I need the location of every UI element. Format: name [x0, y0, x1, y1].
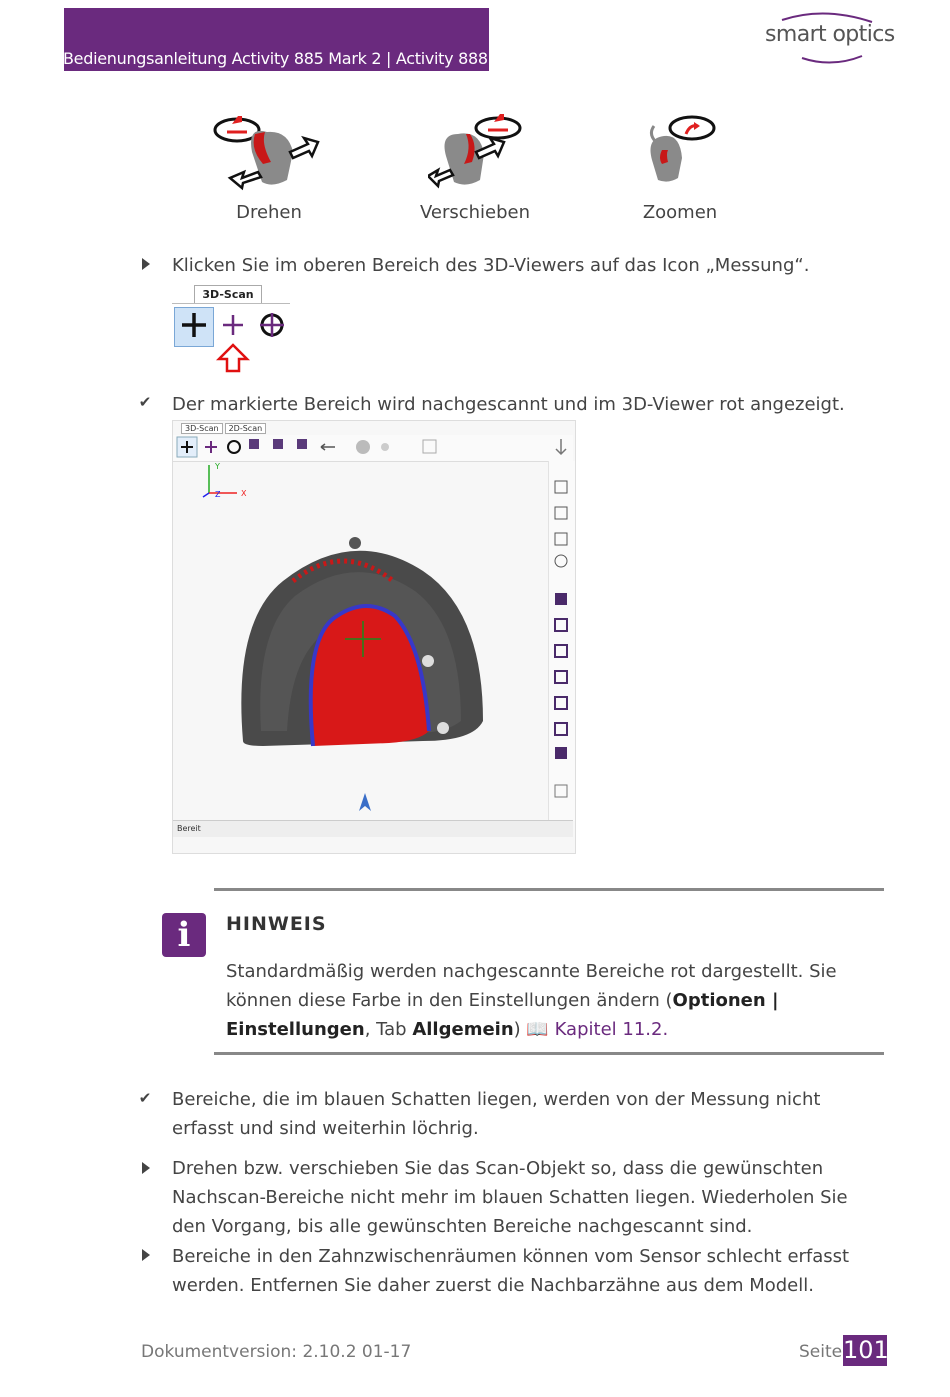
note-bold-tab: Allgemein [412, 1019, 514, 1040]
viewer-status-bar [173, 820, 573, 837]
step-text: Drehen bzw. verschieben Sie das Scan-Objekt so, dass die gewünschten Nachscan-Bereiche nicht mehr im blauen Schatten liegen. Wiederholen Sie den Vorgang, bis alle gewünschten Bereiche nachgescannt sind. [172, 1158, 848, 1237]
viewer-tabs [181, 423, 268, 435]
mouse-label-zoomen: Zoomen [642, 202, 718, 223]
step-text: Bereiche in den Zahnzwischenräumen können vom Sensor schlecht erfasst werden. Entfernen Sie daher zuerst die Nachbarzähne aus dem Modell. [172, 1246, 850, 1296]
document-version: Dokumentversion: 2.10.2 01-17 [141, 1342, 412, 1362]
page-label: Seite [799, 1342, 843, 1362]
chapter-link[interactable]: Kapitel 11.2. [554, 1019, 669, 1040]
mouse-label-drehen: Drehen [236, 202, 302, 223]
note-divider-bottom [214, 1052, 884, 1055]
axis-z-label: Z [215, 490, 221, 499]
step-text: Klicken Sie im oberen Bereich des 3D-Viewers auf das Icon „Messung“. [172, 255, 810, 276]
viewer-tab-3d: 3D-Scan [181, 423, 223, 434]
info-icon: i [162, 913, 206, 957]
mouse-label-verschieben: Verschieben [419, 202, 531, 223]
axis-x-label: X [241, 489, 247, 498]
3d-viewer-screenshot [172, 420, 576, 854]
step-triangle-icon [142, 258, 150, 270]
step-triangle-icon [142, 1162, 150, 1174]
viewer-tab-2d: 2D-Scan [225, 423, 267, 434]
toolbar-tab: 3D-Scan [194, 285, 262, 304]
logo-text: smart optics [765, 22, 895, 47]
page-number: 101 [843, 1336, 889, 1364]
axis-y-label: Y [215, 462, 220, 471]
header-title: Bedienungsanleitung Activity 885 Mark 2 | Activity 888 [63, 49, 488, 68]
mouse-right-click-icon [428, 112, 538, 192]
company-logo [762, 12, 895, 72]
toolbar-screenshot [172, 283, 292, 373]
book-icon: 📖 [526, 1019, 549, 1040]
status-text: Bereit [177, 824, 201, 833]
note-text: Standardmäßig werden nachgescannte Bereiche rot dargestellt. Sie können diese Farbe in den Einstellungen ändern (Optionen | Einstellungen, Tab Allgemein) 📖 Kapitel 11.2. [226, 961, 837, 1040]
mouse-left-click-icon [212, 112, 322, 192]
result-text: Der markierte Bereich wird nachgescannt und im 3D-Viewer rot angezeigt. [172, 394, 845, 415]
viewer-toolbar [173, 435, 573, 462]
check-icon: ✔ [138, 393, 152, 411]
check-icon: ✔ [138, 1089, 152, 1107]
result-text: Bereiche, die im blauen Schatten liegen, werden von der Messung nicht erfasst und sind weiterhin löchrig. [172, 1089, 821, 1139]
viewer-side-toolbar [548, 461, 575, 821]
step-triangle-icon [142, 1249, 150, 1261]
note-bold-menu: Optionen | Einstellungen [226, 990, 779, 1040]
note-title: HINWEIS [226, 913, 327, 935]
note-divider-top [214, 888, 884, 891]
dental-scan-model [173, 461, 547, 821]
mouse-scroll-icon [636, 112, 746, 192]
